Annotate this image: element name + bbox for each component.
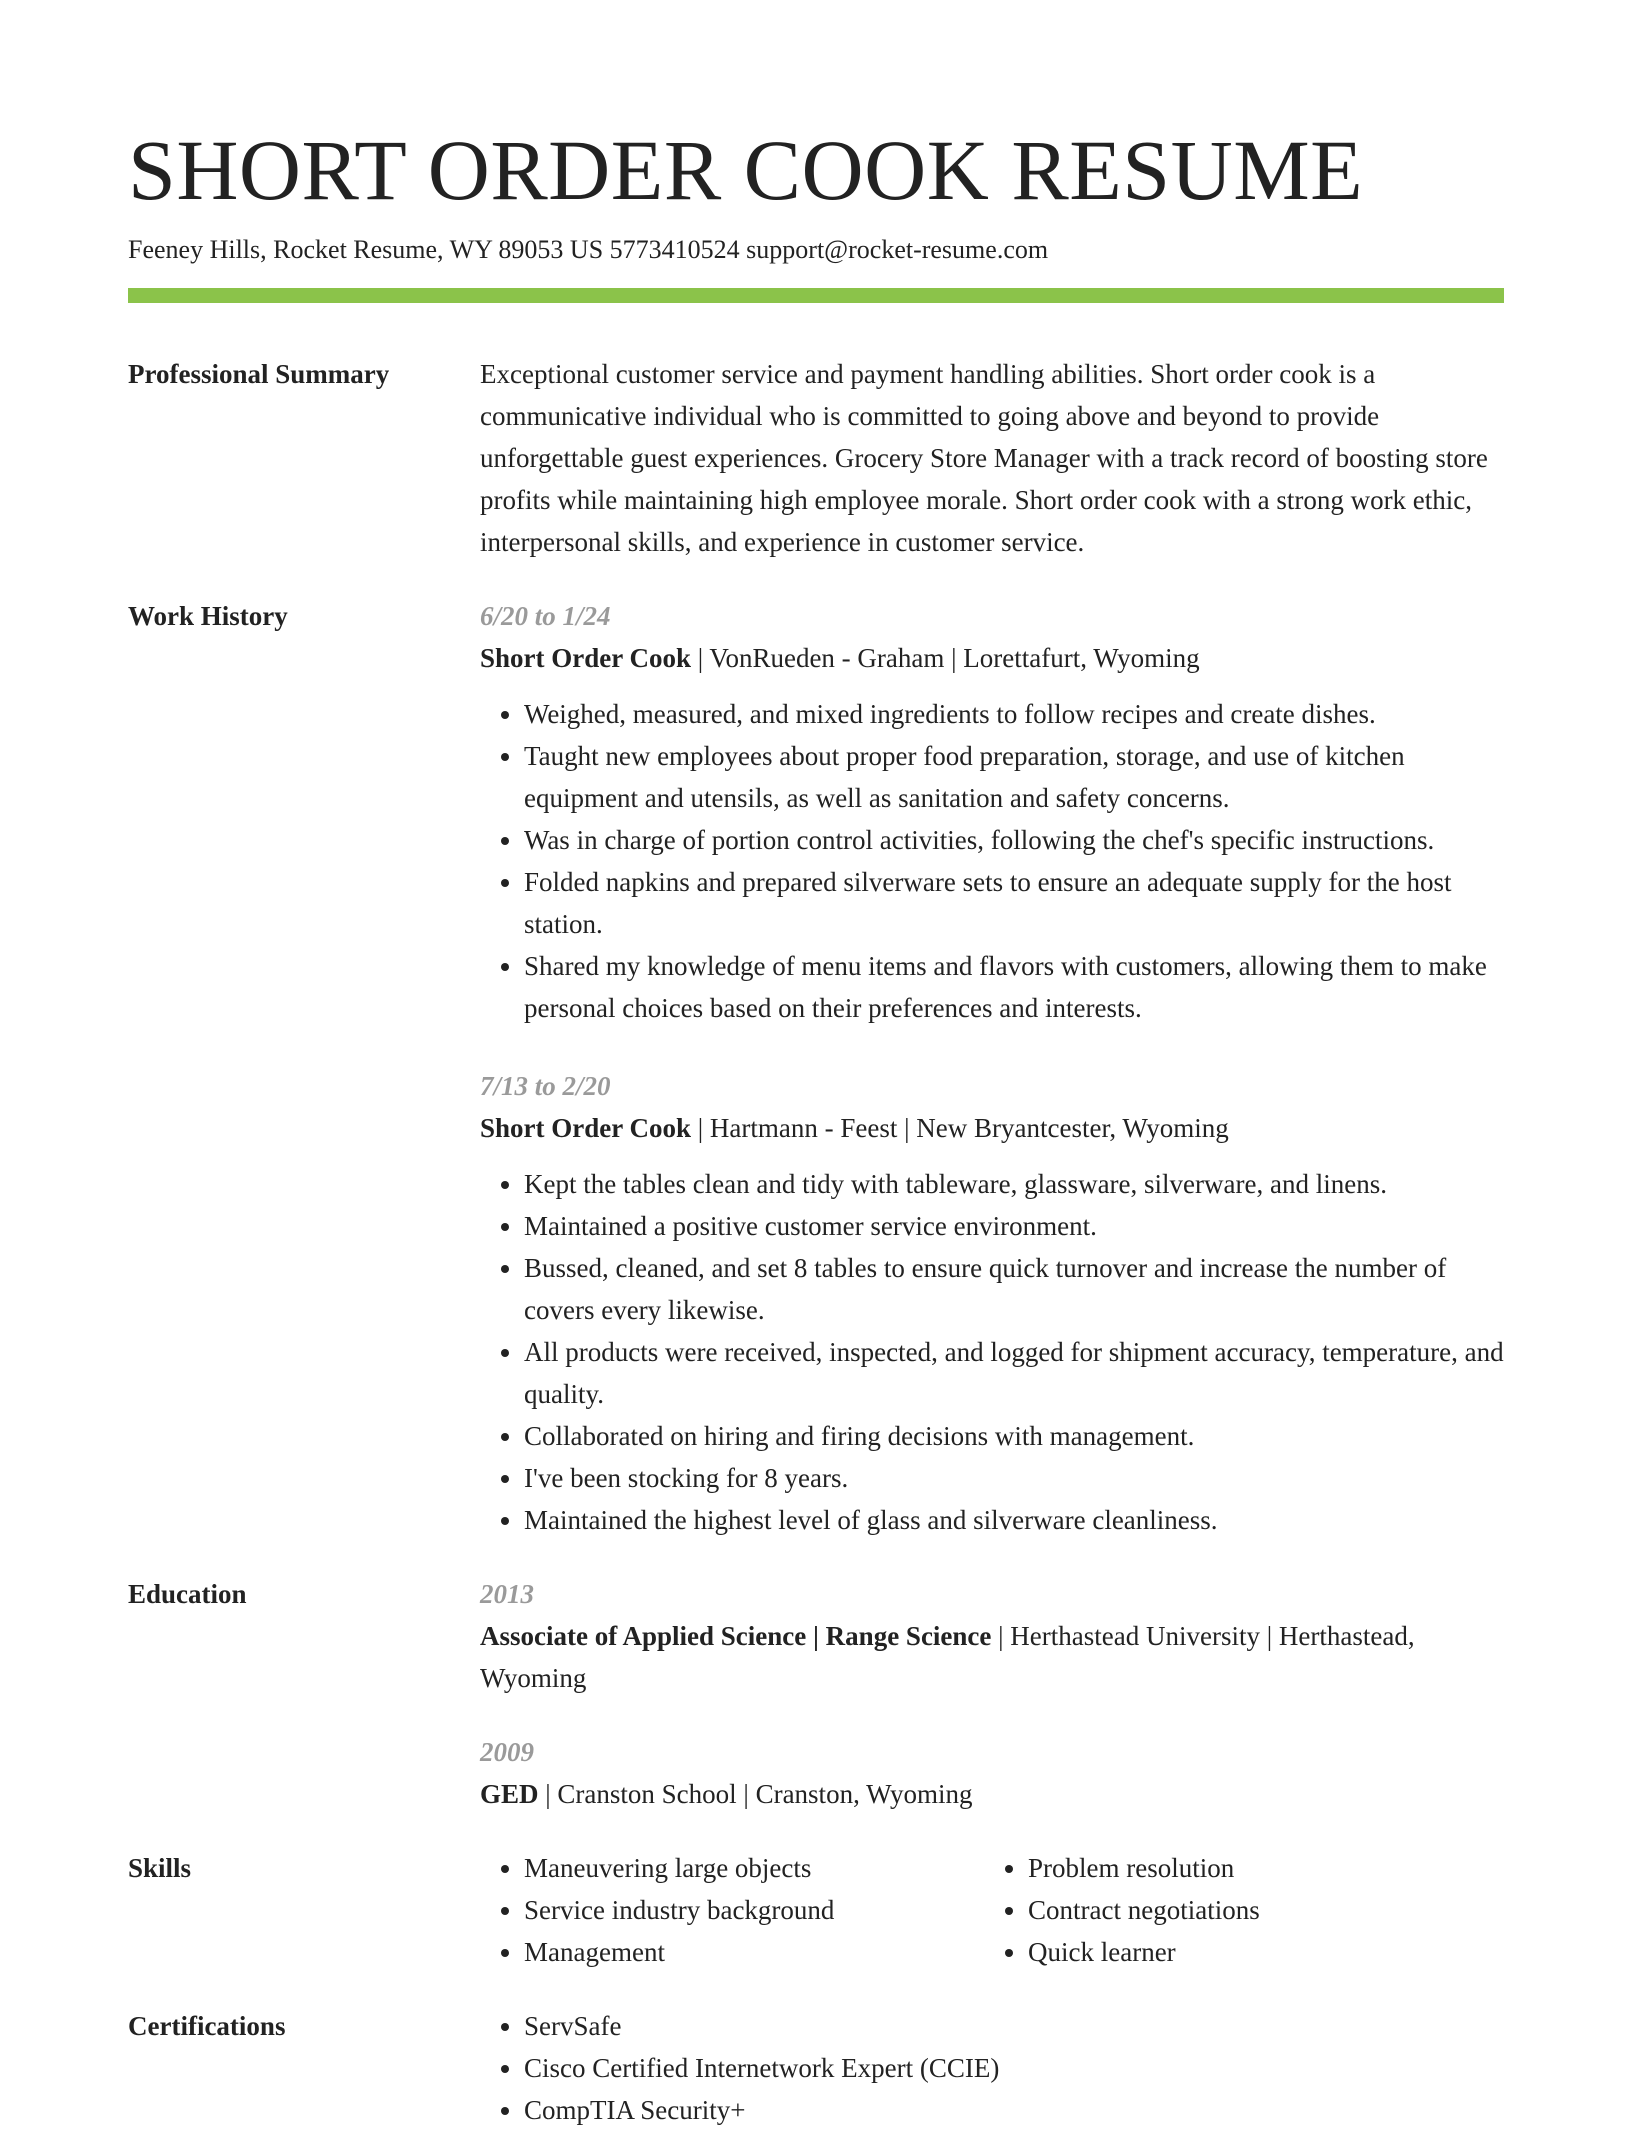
job-dates: 7/13 to 2/20 [480, 1071, 611, 1101]
list-item: • Shared my knowledge of menu items and flavors with customers, allowing them to make personal choices based on their preferences and interests. [524, 945, 1504, 1029]
certifications-list [480, 2005, 1504, 2131]
education-line [480, 1615, 1504, 1699]
page-title: SHORT ORDER COOK RESUME [128, 122, 1364, 218]
education-entry [480, 1573, 1504, 1699]
job-details: | Hartmann - Feest | New Bryantcester, Wyoming [691, 1113, 1229, 1143]
certifications-section [128, 2005, 1504, 2131]
list-item: • Maintained a positive customer service environment. [524, 1205, 1504, 1247]
list-item: • All products were received, inspected, and logged for shipment accuracy, temperature, and quality. [524, 1331, 1504, 1415]
education-degree: Associate of Applied Science | Range Science [480, 1621, 992, 1651]
skills-heading: Skills [128, 1853, 192, 1883]
job-entry [480, 1065, 1504, 1541]
list-item: • Was in charge of portion control activities, following the chef's specific instructions. [524, 819, 1504, 861]
summary-section [128, 353, 1504, 563]
list-item: • I've been stocking for 8 years. [524, 1457, 1504, 1499]
list-item: • Management [524, 1931, 984, 1973]
job-title-line [480, 637, 1504, 679]
contact-line: Feeney Hills, Rocket Resume, WY 89053 US 5773410524 support@rocket-resume.com [128, 235, 1049, 264]
list-item: • Quick learner [1028, 1931, 1488, 1973]
job-role: Short Order Cook [480, 1113, 692, 1143]
job-dates: 6/20 to 1/24 [480, 601, 611, 631]
skills-grid [480, 1847, 1504, 1973]
job-role: Short Order Cook [480, 643, 692, 673]
list-item: • ServSafe [524, 2005, 1504, 2047]
education-section [128, 1573, 1504, 1815]
skills-section [128, 1847, 1504, 1973]
list-item: • Service industry background [524, 1889, 984, 1931]
work-history-heading: Work History [128, 601, 288, 631]
list-item: • Kept the tables clean and tidy with tableware, glassware, silverware, and linens. [524, 1163, 1504, 1205]
list-item: • CompTIA Security+ [524, 2089, 1504, 2131]
job-bullets [480, 693, 1504, 1029]
job-entry [480, 595, 1504, 1029]
list-item: • Taught new employees about proper food preparation, storage, and use of kitchen equipment and utensils, as well as sanitation and safety concerns. [524, 735, 1504, 819]
skills-column-left [480, 1847, 984, 1973]
skills-column-right [984, 1847, 1488, 1973]
education-entry [480, 1731, 1504, 1815]
resume-page [128, 0, 1504, 2131]
job-title-line [480, 1107, 1504, 1149]
list-item: • Maneuvering large objects [524, 1847, 984, 1889]
list-item: • Collaborated on hiring and firing decisions with management. [524, 1415, 1504, 1457]
list-item: • Cisco Certified Internetwork Expert (CCIE) [524, 2047, 1504, 2089]
work-history-section [128, 595, 1504, 1541]
education-details: | Cranston School | Cranston, Wyoming [538, 1779, 973, 1809]
education-details: | Herthastead University | Herthastead, Wyoming [480, 1621, 1415, 1693]
education-line [480, 1773, 1504, 1815]
list-item: • Contract negotiations [1028, 1889, 1488, 1931]
list-item: • Folded napkins and prepared silverware sets to ensure an adequate supply for the host station. [524, 861, 1504, 945]
summary-heading: Professional Summary [128, 359, 390, 389]
education-heading: Education [128, 1579, 247, 1609]
list-item: • Maintained the highest level of glass and silverware cleanliness. [524, 1499, 1504, 1541]
education-year: 2009 [480, 1737, 534, 1767]
job-bullets [480, 1163, 1504, 1541]
summary-text: Exceptional customer service and payment handling abilities. Short order cook is a communicative individual who is committed to going above and beyond to provide unforgettable guest experiences. Grocery Store Manager with a track record of boosting store profits while maintaining high employee morale. Short order cook with a strong work ethic, interpersonal skills, and experience in customer service. [480, 359, 1488, 557]
list-item: • Bussed, cleaned, and set 8 tables to ensure quick turnover and increase the number of covers every likewise. [524, 1247, 1504, 1331]
certifications-heading: Certifications [128, 2011, 286, 2041]
education-degree: GED [480, 1779, 539, 1809]
list-item: • Weighed, measured, and mixed ingredients to follow recipes and create dishes. [524, 693, 1504, 735]
job-details: | VonRueden - Graham | Lorettafurt, Wyoming [691, 643, 1200, 673]
education-year: 2013 [480, 1579, 534, 1609]
list-item: • Problem resolution [1028, 1847, 1488, 1889]
accent-divider [128, 288, 1504, 303]
